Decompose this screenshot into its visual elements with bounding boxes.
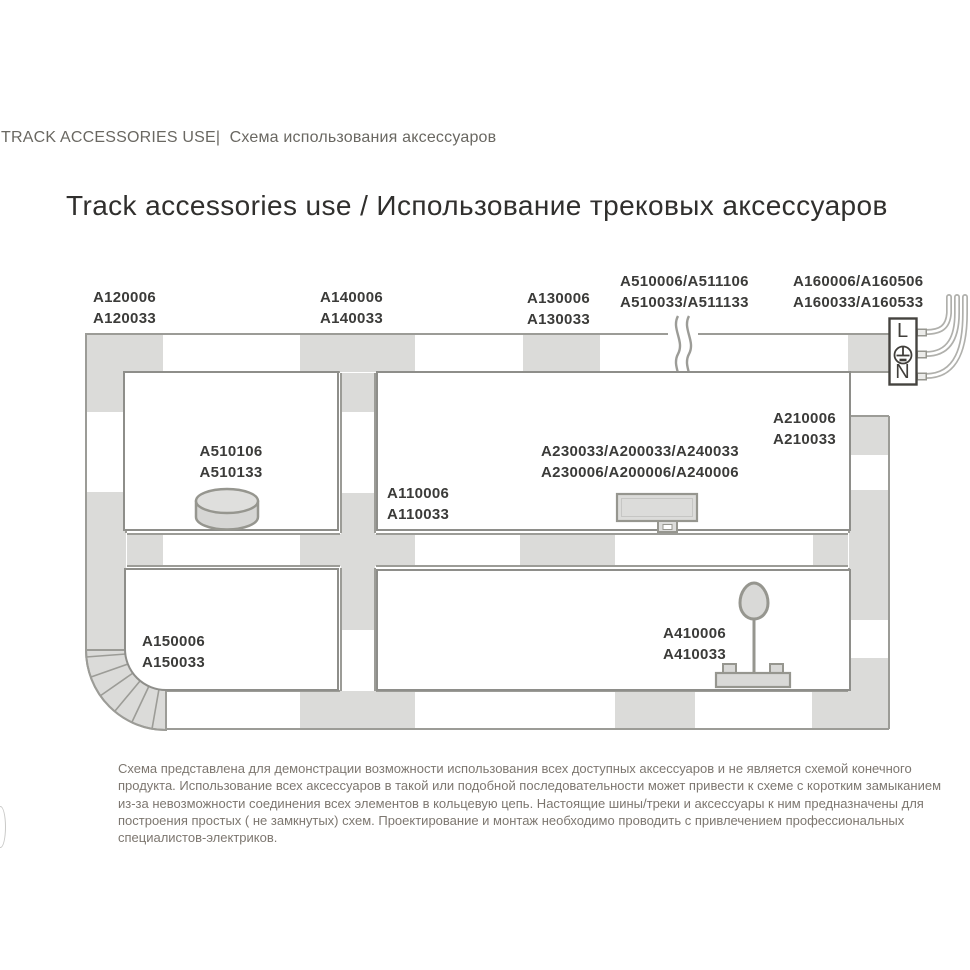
part-number: A210006 xyxy=(773,410,836,427)
part-number: A230006/A200006/A240006 xyxy=(541,464,739,481)
part-label-a230-group xyxy=(440,441,840,483)
part-number: A110033 xyxy=(387,506,450,523)
part-number: A510133 xyxy=(199,464,263,481)
puck-adapter-icon xyxy=(196,489,258,530)
part-label-a120 xyxy=(93,287,156,329)
part-number: A160006/A160506 xyxy=(793,273,924,290)
part-number: A410033 xyxy=(663,646,726,663)
part-number: A120006 xyxy=(93,289,156,306)
page-title: Track accessories use / Использование трековых аксессуаров xyxy=(66,190,888,221)
part-number: A130006 xyxy=(527,290,590,307)
part-number: A130033 xyxy=(527,311,590,328)
part-number: A230033/A200033/A240033 xyxy=(541,443,739,460)
part-number: A150006 xyxy=(142,633,205,650)
part-number: A140033 xyxy=(320,310,383,327)
part-label-a110 xyxy=(387,483,449,525)
section-header: TRACK ACCESSORIES USE| Схема использования аксессуаров xyxy=(1,129,497,146)
part-label-a140 xyxy=(320,287,383,329)
part-label-a130 xyxy=(527,288,590,330)
part-number: A110006 xyxy=(387,485,450,502)
terminal-live-label: L xyxy=(896,320,909,342)
part-label-a510106 xyxy=(124,441,338,483)
part-number: A140006 xyxy=(320,289,383,306)
part-number: A120033 xyxy=(93,310,156,327)
part-number: A510006/A511106 xyxy=(620,273,749,290)
terminal-neutral-label: N xyxy=(895,361,910,383)
part-number: A510106 xyxy=(199,443,263,460)
callout-boxes xyxy=(124,372,850,690)
part-label-a511 xyxy=(620,271,749,313)
part-label-a160 xyxy=(793,271,923,313)
part-number: A510033/A511133 xyxy=(620,294,749,311)
part-number: A150033 xyxy=(142,654,205,671)
disclaimer-text: Схема представлена для демонстрации возможности использования всех доступных аксессуаров и не является схемой конечного продукта. Использование всех аксессуаров в такой или подобной последовательности может привести к схеме с коротким замыканием из-за невозможности соединения всех элементов в кольцевую цепь. Настоящие шины/треки и аксессуары к ним предназначены для построения простых ( не замкнутых) схем. Проектирование и монтаж необходимо проводить с привлечением профессиональных специалистов-электриков. xyxy=(118,761,942,846)
part-label-a150 xyxy=(142,631,205,673)
part-number: A210033 xyxy=(773,431,836,448)
part-number: A160033/A160533 xyxy=(793,294,924,311)
part-number: A410006 xyxy=(663,625,726,642)
part-label-a410 xyxy=(663,623,726,665)
supply-wires xyxy=(917,297,965,380)
